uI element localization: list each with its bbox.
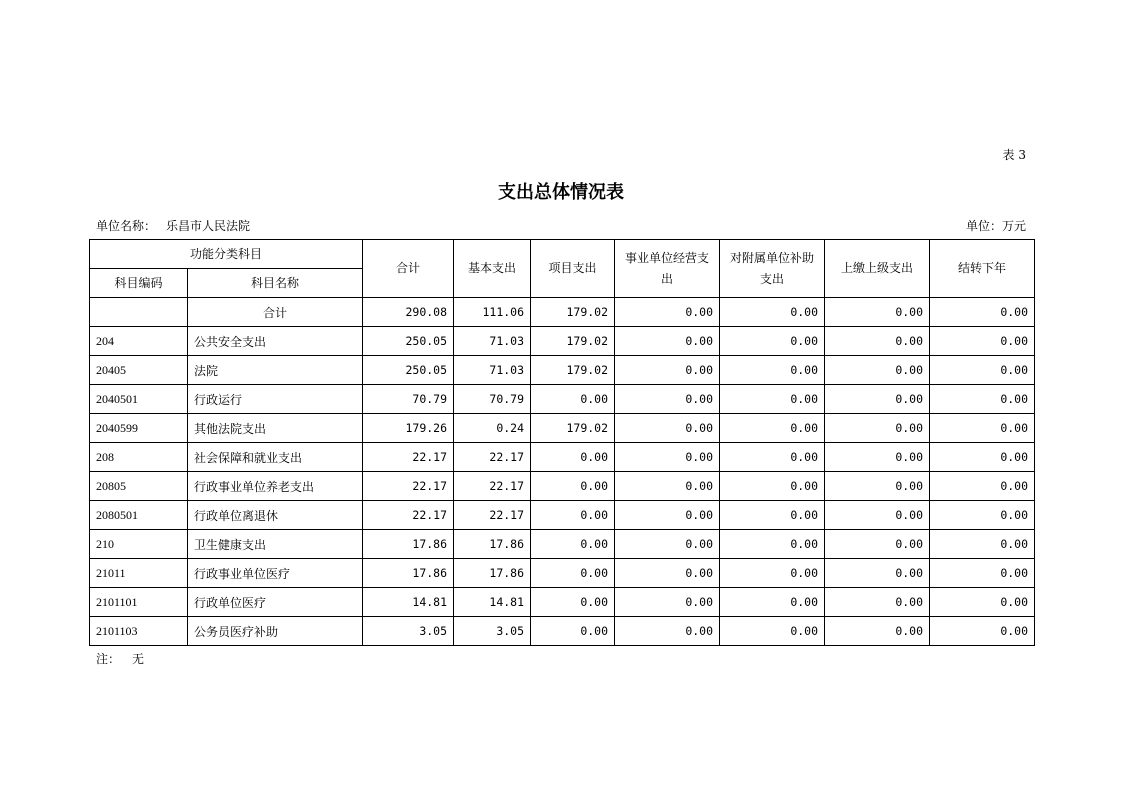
cell-basic: 22.17	[454, 472, 531, 501]
unit-name-value: 乐昌市人民法院	[166, 219, 251, 233]
note-line	[96, 650, 144, 667]
header-basic: 基本支出	[454, 240, 531, 298]
cell-total: 17.86	[363, 559, 454, 588]
header-name: 科目名称	[188, 269, 363, 298]
cell-total: 3.05	[363, 617, 454, 646]
cell-upper: 0.00	[825, 588, 930, 617]
cell-project: 0.00	[531, 501, 615, 530]
cell-name: 卫生健康支出	[188, 530, 363, 559]
cell-business: 0.00	[615, 356, 720, 385]
cell-business: 0.00	[615, 472, 720, 501]
cell-subsidy: 0.00	[720, 559, 825, 588]
cell-project: 179.02	[531, 298, 615, 327]
cell-upper: 0.00	[825, 298, 930, 327]
cell-code: 20805	[90, 472, 188, 501]
cell-basic: 17.86	[454, 530, 531, 559]
cell-upper: 0.00	[825, 559, 930, 588]
cell-business: 0.00	[615, 385, 720, 414]
cell-carry: 0.00	[930, 617, 1035, 646]
cell-total: 250.05	[363, 327, 454, 356]
expenditure-table	[89, 239, 1035, 646]
cell-basic: 111.06	[454, 298, 531, 327]
cell-carry: 0.00	[930, 298, 1035, 327]
cell-business: 0.00	[615, 501, 720, 530]
cell-total: 17.86	[363, 530, 454, 559]
cell-project: 0.00	[531, 530, 615, 559]
table-row	[90, 472, 1035, 501]
header-row-1	[90, 240, 1035, 269]
header-upper: 上缴上级支出	[825, 240, 930, 298]
cell-total: 290.08	[363, 298, 454, 327]
cell-carry: 0.00	[930, 385, 1035, 414]
cell-subsidy: 0.00	[720, 298, 825, 327]
cell-project: 179.02	[531, 414, 615, 443]
cell-total: 179.26	[363, 414, 454, 443]
cell-subsidy: 0.00	[720, 588, 825, 617]
cell-upper: 0.00	[825, 501, 930, 530]
cell-subsidy: 0.00	[720, 443, 825, 472]
cell-code: 210	[90, 530, 188, 559]
cell-business: 0.00	[615, 327, 720, 356]
cell-upper: 0.00	[825, 443, 930, 472]
cell-carry: 0.00	[930, 588, 1035, 617]
cell-name: 合计	[188, 298, 363, 327]
cell-code: 2101101	[90, 588, 188, 617]
currency-unit: 单位：万元	[965, 219, 1026, 233]
table-row	[90, 588, 1035, 617]
cell-total: 250.05	[363, 356, 454, 385]
header-carry: 结转下年	[930, 240, 1035, 298]
cell-code: 2080501	[90, 501, 188, 530]
cell-subsidy: 0.00	[720, 472, 825, 501]
cell-name: 行政单位医疗	[188, 588, 363, 617]
cell-project: 0.00	[531, 559, 615, 588]
cell-basic: 14.81	[454, 588, 531, 617]
header-code: 科目编码	[90, 269, 188, 298]
cell-upper: 0.00	[825, 617, 930, 646]
cell-name: 其他法院支出	[188, 414, 363, 443]
cell-subsidy: 0.00	[720, 385, 825, 414]
cell-name: 社会保障和就业支出	[188, 443, 363, 472]
cell-total: 22.17	[363, 472, 454, 501]
cell-business: 0.00	[615, 530, 720, 559]
cell-upper: 0.00	[825, 327, 930, 356]
cell-name: 行政单位离退休	[188, 501, 363, 530]
cell-subsidy: 0.00	[720, 356, 825, 385]
cell-project: 0.00	[531, 617, 615, 646]
unit-name-label: 单位名称：	[96, 219, 157, 233]
cell-total: 22.17	[363, 501, 454, 530]
cell-subsidy: 0.00	[720, 617, 825, 646]
table-row	[90, 298, 1035, 327]
cell-business: 0.00	[615, 443, 720, 472]
note-value: 无	[132, 652, 145, 666]
cell-name: 行政事业单位养老支出	[188, 472, 363, 501]
cell-business: 0.00	[615, 298, 720, 327]
cell-name: 公共安全支出	[188, 327, 363, 356]
header-business: 事业单位经营支出	[615, 240, 720, 298]
cell-subsidy: 0.00	[720, 414, 825, 443]
header-total: 合计	[363, 240, 454, 298]
cell-subsidy: 0.00	[720, 327, 825, 356]
cell-name: 行政运行	[188, 385, 363, 414]
cell-carry: 0.00	[930, 530, 1035, 559]
cell-project: 0.00	[531, 472, 615, 501]
table-row	[90, 443, 1035, 472]
cell-name: 公务员医疗补助	[188, 617, 363, 646]
cell-carry: 0.00	[930, 356, 1035, 385]
cell-basic: 3.05	[454, 617, 531, 646]
cell-carry: 0.00	[930, 472, 1035, 501]
cell-subsidy: 0.00	[720, 501, 825, 530]
table-row	[90, 327, 1035, 356]
cell-carry: 0.00	[930, 443, 1035, 472]
table-row	[90, 356, 1035, 385]
cell-upper: 0.00	[825, 356, 930, 385]
cell-business: 0.00	[615, 414, 720, 443]
cell-basic: 71.03	[454, 327, 531, 356]
cell-name: 法院	[188, 356, 363, 385]
table-row	[90, 501, 1035, 530]
cell-total: 22.17	[363, 443, 454, 472]
cell-upper: 0.00	[825, 414, 930, 443]
cell-basic: 17.86	[454, 559, 531, 588]
table-row	[90, 530, 1035, 559]
cell-carry: 0.00	[930, 414, 1035, 443]
cell-code: 2101103	[90, 617, 188, 646]
cell-project: 0.00	[531, 588, 615, 617]
header-function-class: 功能分类科目	[90, 240, 363, 269]
cell-upper: 0.00	[825, 472, 930, 501]
cell-upper: 0.00	[825, 530, 930, 559]
cell-total: 14.81	[363, 588, 454, 617]
cell-code: 208	[90, 443, 188, 472]
cell-total: 70.79	[363, 385, 454, 414]
cell-basic: 70.79	[454, 385, 531, 414]
cell-name: 行政事业单位医疗	[188, 559, 363, 588]
cell-project: 179.02	[531, 327, 615, 356]
cell-code: 2040501	[90, 385, 188, 414]
cell-basic: 71.03	[454, 356, 531, 385]
cell-carry: 0.00	[930, 327, 1035, 356]
cell-business: 0.00	[615, 588, 720, 617]
table-number: 表 3	[1002, 148, 1026, 162]
cell-business: 0.00	[615, 617, 720, 646]
cell-basic: 0.24	[454, 414, 531, 443]
table-row	[90, 617, 1035, 646]
cell-code: 2040599	[90, 414, 188, 443]
cell-business: 0.00	[615, 559, 720, 588]
cell-project: 179.02	[531, 356, 615, 385]
cell-carry: 0.00	[930, 559, 1035, 588]
page-title: 支出总体情况表	[498, 182, 624, 203]
cell-upper: 0.00	[825, 385, 930, 414]
cell-subsidy: 0.00	[720, 530, 825, 559]
cell-code: 20405	[90, 356, 188, 385]
cell-code	[90, 298, 188, 327]
cell-basic: 22.17	[454, 443, 531, 472]
cell-carry: 0.00	[930, 501, 1035, 530]
cell-basic: 22.17	[454, 501, 531, 530]
unit-name-line	[96, 217, 250, 234]
table-row	[90, 385, 1035, 414]
cell-project: 0.00	[531, 443, 615, 472]
header-subsidy: 对附属单位补助支出	[720, 240, 825, 298]
table-row	[90, 414, 1035, 443]
cell-code: 21011	[90, 559, 188, 588]
header-project: 项目支出	[531, 240, 615, 298]
cell-project: 0.00	[531, 385, 615, 414]
note-label: 注：	[96, 652, 121, 666]
cell-code: 204	[90, 327, 188, 356]
table-row	[90, 559, 1035, 588]
